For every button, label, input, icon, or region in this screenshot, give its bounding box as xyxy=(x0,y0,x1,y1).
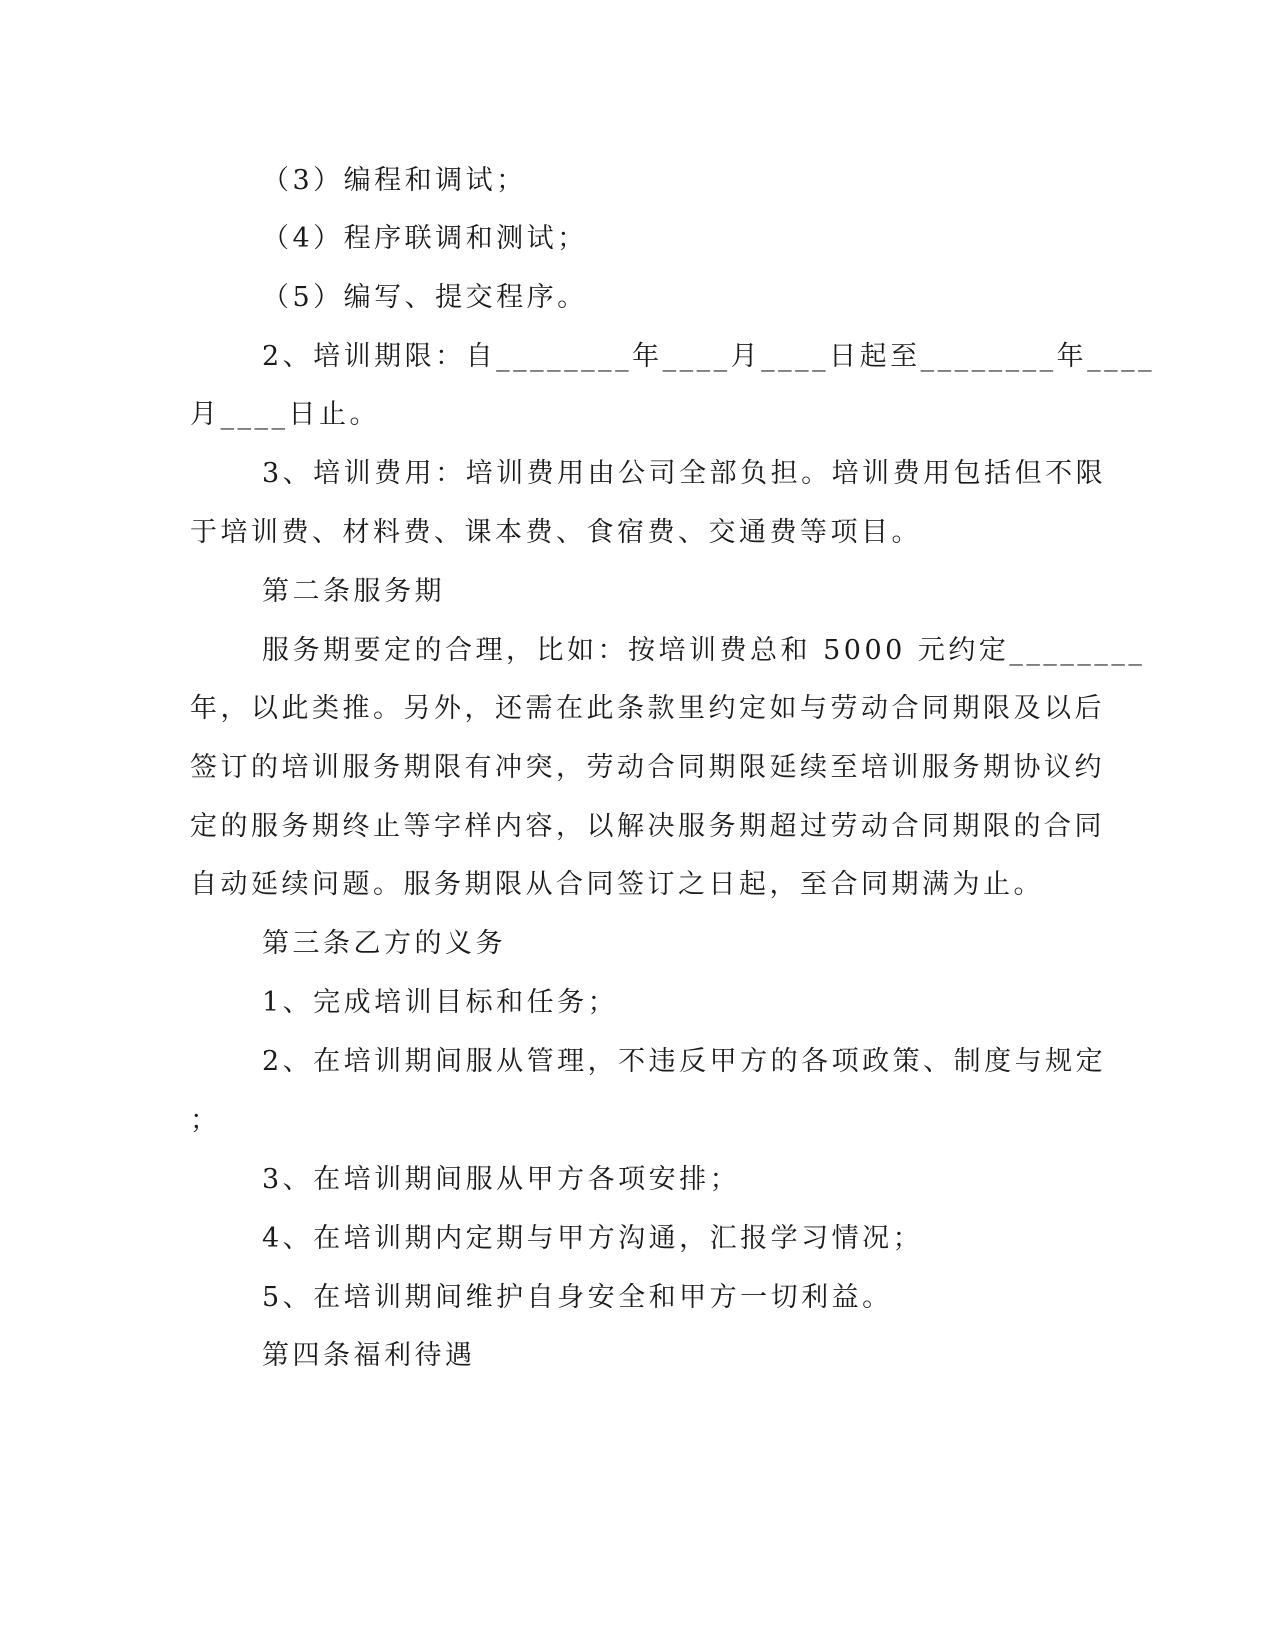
obligation-item-5: 5、在培训期间维护自身安全和甲方一切利益。 xyxy=(262,1282,893,1313)
obligation-item-2: 2、在培训期间服从管理，不违反甲方的各项政策、制度与规定 xyxy=(262,1046,1107,1077)
obligation-item-4: 4、在培训期内定期与甲方沟通，汇报学习情况； xyxy=(262,1223,924,1254)
obligation-item-1: 1、完成培训目标和任务； xyxy=(262,987,619,1018)
list-item-5: （5）编写、提交程序。 xyxy=(262,282,588,313)
section-heading-welfare: 第四条福利待遇 xyxy=(262,1340,476,1371)
obligation-item-2-continuation: ； xyxy=(190,1105,221,1136)
training-period-line-2: 月____日止。 xyxy=(190,399,380,430)
service-period-line-1: 服务期要定的合理，比如：按培训费总和 5000 元约定________ xyxy=(262,635,1146,666)
training-cost-line-1: 3、培训费用：培训费用由公司全部负担。培训费用包括但不限 xyxy=(262,458,1107,489)
training-period-line-1: 2、培训期限：自________年____月____日起至________年____ xyxy=(262,341,1156,372)
list-item-4: （4）程序联调和测试； xyxy=(262,223,588,254)
section-heading-party-b-obligations: 第三条乙方的义务 xyxy=(262,928,506,959)
section-heading-service-period: 第二条服务期 xyxy=(262,576,445,607)
service-period-line-3: 签订的培训服务期限有冲突，劳动合同期限延续至培训服务期协议约 xyxy=(190,752,1105,783)
list-item-3: （3）编程和调试； xyxy=(262,165,527,196)
obligation-item-3: 3、在培训期间服从甲方各项安排； xyxy=(262,1164,741,1195)
training-cost-line-2: 于培训费、材料费、课本费、食宿费、交通费等项目。 xyxy=(190,517,922,548)
service-period-line-2: 年，以此类推。另外，还需在此条款里约定如与劳动合同期限及以后 xyxy=(190,693,1105,724)
service-period-line-4: 定的服务期终止等字样内容，以解决服务期超过劳动合同期限的合同 xyxy=(190,811,1105,842)
service-period-line-5: 自动延续问题。服务期限从合同签订之日起，至合同期满为止。 xyxy=(190,869,1044,900)
